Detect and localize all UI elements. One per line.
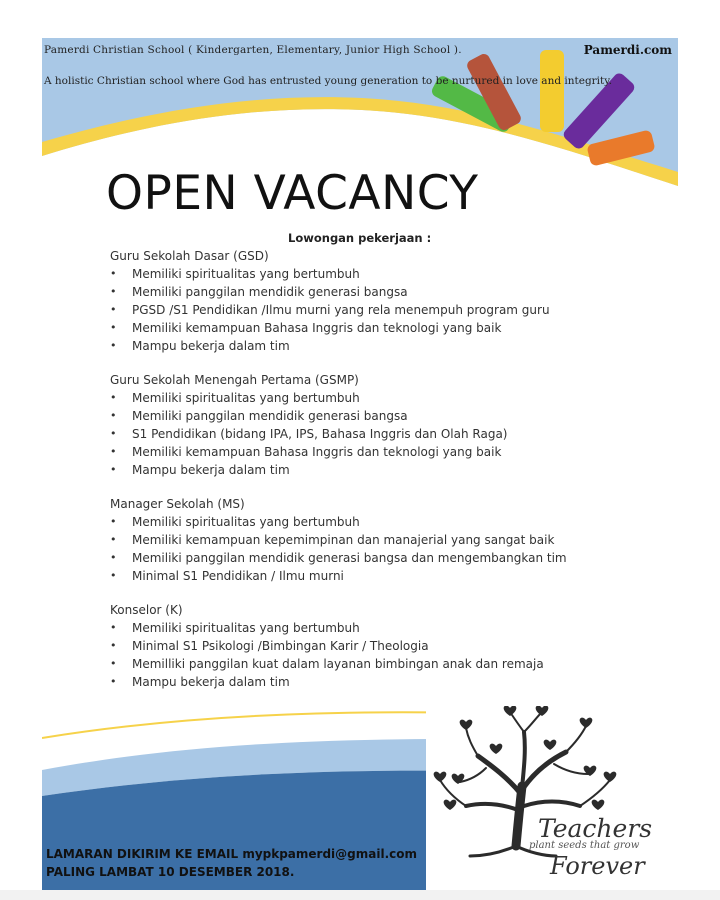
section-title: Konselor (K)	[110, 603, 183, 617]
requirement-item: • Memiliki spiritualitas yang bertumbuh	[110, 265, 670, 283]
requirement-list	[110, 265, 670, 355]
vacancy-section-ms	[110, 495, 670, 585]
requirement-item: • Mampu bekerja dalam tim	[110, 673, 670, 691]
application-info	[46, 845, 417, 881]
requirement-item: • Minimal S1 Pendidikan / Ilmu murni	[110, 567, 670, 585]
vacancy-poster	[42, 38, 678, 890]
requirement-item: • PGSD /S1 Pendidikan /Ilmu murni yang rela menempuh program guru	[110, 301, 670, 319]
requirement-list	[110, 513, 670, 585]
requirement-list	[110, 389, 670, 479]
school-tagline: A holistic Christian school where God has entrusted young generation to be nurtured in love and integrity.	[44, 75, 613, 87]
requirement-item: • Memiliki panggilan mendidik generasi bangsa	[110, 407, 670, 425]
ray-yellow	[540, 50, 564, 132]
requirement-item: • Mampu bekerja dalam tim	[110, 461, 670, 479]
teachers-script: Teachers	[538, 814, 653, 843]
requirement-item: • Memiliki spiritualitas yang bertumbuh	[110, 513, 670, 531]
section-subtitle: Lowongan pekerjaan :	[288, 231, 432, 245]
requirement-item: • Memiliki spiritualitas yang bertumbuh	[110, 619, 670, 637]
requirement-item: • Memiliki panggilan mendidik generasi bangsa dan mengembangkan tim	[110, 549, 670, 567]
vacancy-list	[110, 247, 670, 707]
plant-seeds-script: plant seeds that grow	[529, 840, 640, 851]
requirement-item: • S1 Pendidikan (bidang IPA, IPS, Bahasa Inggris dan Olah Raga)	[110, 425, 670, 443]
deadline-line: PALING LAMBAT 10 DESEMBER 2018.	[46, 865, 295, 879]
requirement-item: • Mampu bekerja dalam tim	[110, 337, 670, 355]
requirement-item: • Memiliki panggilan mendidik generasi bangsa	[110, 283, 670, 301]
brand-link[interactable]: Pamerdi.com	[583, 43, 672, 57]
school-name: Pamerdi Christian School ( Kindergarten, Elementary, Junior High School ).	[44, 44, 462, 56]
section-title: Manager Sekolah (MS)	[110, 497, 245, 511]
section-title: Guru Sekolah Dasar (GSD)	[110, 249, 269, 263]
vacancy-section-gsmp	[110, 371, 670, 479]
requirement-item: • Memiliki kemampuan kepemimpinan dan manajerial yang sangat baik	[110, 531, 670, 549]
requirement-item: • Memiliki spiritualitas yang bertumbuh	[110, 389, 670, 407]
page-margin-right	[678, 0, 720, 900]
email-line: LAMARAN DIKIRIM KE EMAIL mypkpamerdi@gmail.com	[46, 847, 417, 861]
page-title: OPEN VACANCY	[106, 166, 479, 221]
page-margin-bottom	[0, 890, 720, 900]
requirement-item: • Memiliki kemampuan Bahasa Inggris dan teknologi yang baik	[110, 443, 670, 461]
vacancy-section-gsd	[110, 247, 670, 355]
tree-graphic	[426, 706, 678, 890]
section-title: Guru Sekolah Menengah Pertama (GSMP)	[110, 373, 359, 387]
requirement-item: • Minimal S1 Psikologi /Bimbingan Karir / Theologia	[110, 637, 670, 655]
requirement-item: • Memilliki panggilan kuat dalam layanan bimbingan anak dan remaja	[110, 655, 670, 673]
requirement-item: • Memiliki kemampuan Bahasa Inggris dan teknologi yang baik	[110, 319, 670, 337]
forever-script: Forever	[550, 852, 645, 880]
